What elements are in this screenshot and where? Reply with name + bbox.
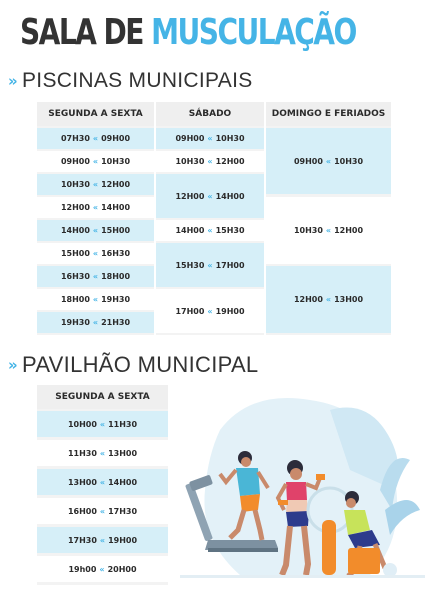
double-arrow-left-icon: «	[92, 134, 99, 143]
slot-start: 12H00	[293, 295, 323, 304]
slot-start: 07H30	[60, 134, 90, 143]
title-part2: MUSCULAÇÃO	[151, 12, 356, 53]
time-slot	[156, 220, 264, 241]
slot-start: 14H00	[175, 226, 205, 235]
double-arrow-left-icon: «	[92, 295, 99, 304]
slot-start: 15H30	[175, 260, 205, 270]
time-slot	[37, 174, 154, 195]
time-slot	[37, 266, 154, 287]
slot-end: 13H00	[334, 295, 364, 304]
slot-end: 15H30	[215, 226, 245, 235]
double-arrow-left-icon: «	[207, 157, 213, 166]
double-arrow-left-icon: «	[207, 191, 213, 201]
header-segunda-sexta: SEGUNDA A SEXTA	[37, 385, 168, 409]
time-slot	[37, 151, 154, 172]
slot-start: 19h00	[68, 564, 97, 574]
time-slot	[37, 128, 154, 149]
double-arrow-left-icon: «	[99, 419, 106, 429]
double-arrow-left-icon: «	[99, 535, 106, 545]
slot-end: 21H30	[101, 318, 131, 327]
slot-start: 16H00	[67, 506, 97, 516]
slot-start: 10H30	[175, 157, 205, 166]
slot-end: 17H30	[108, 506, 138, 516]
slot-end: 14H00	[215, 191, 245, 201]
double-arrow-left-icon: «	[92, 157, 99, 166]
slot-start: 17H00	[175, 306, 205, 316]
title-part1: SALA DE	[20, 12, 143, 53]
slot-end: 12H00	[334, 226, 364, 235]
time-slot	[37, 312, 154, 333]
slot-end: 14H00	[101, 203, 131, 212]
double-arrow-left-icon: «	[207, 260, 213, 270]
gym-people-illustration-icon	[180, 370, 425, 595]
slot-start: 12H00	[175, 191, 205, 201]
double-arrow-left-icon: «	[99, 477, 106, 487]
section-heading: PISCINAS MUNICIPAIS	[22, 69, 253, 92]
slot-start: 15H00	[60, 249, 90, 258]
slot-end: 19H00	[108, 535, 138, 545]
slot-start: 10H30	[60, 180, 90, 189]
chevron-right-icon: »	[8, 356, 14, 374]
slot-start: 12H00	[60, 203, 90, 212]
slot-end: 16H30	[101, 249, 131, 258]
time-slot	[156, 151, 264, 172]
slot-start: 11H30	[67, 448, 97, 458]
double-arrow-left-icon: «	[99, 448, 106, 458]
double-arrow-left-icon: «	[325, 156, 332, 166]
slot-start: 19H30	[60, 318, 90, 327]
section-piscinas	[8, 68, 253, 94]
time-slot	[156, 243, 264, 287]
time-slot	[266, 197, 391, 264]
double-arrow-left-icon: «	[325, 295, 332, 304]
slot-end: 10H30	[101, 157, 131, 166]
double-arrow-left-icon: «	[207, 306, 213, 316]
slot-end: 10H30	[334, 156, 364, 166]
slot-end: 11H30	[108, 419, 138, 429]
slot-start: 09H00	[175, 134, 205, 143]
time-slot	[156, 289, 264, 333]
time-slot	[37, 556, 168, 582]
double-arrow-left-icon: «	[92, 318, 99, 327]
slot-start: 10H00	[67, 419, 97, 429]
slot-end: 17H00	[215, 260, 245, 270]
slot-end: 18H00	[101, 272, 131, 281]
double-arrow-left-icon: «	[207, 226, 213, 235]
double-arrow-left-icon: «	[92, 180, 99, 189]
time-slot	[37, 498, 168, 524]
double-arrow-left-icon: «	[207, 134, 213, 143]
time-slot	[156, 128, 264, 149]
chevron-right-icon: »	[8, 72, 14, 90]
header-segunda-sexta: SEGUNDA A SEXTA	[37, 102, 154, 126]
double-arrow-left-icon: «	[325, 226, 332, 235]
time-slot	[156, 174, 264, 218]
time-slot	[266, 128, 391, 194]
slot-start: 09H00	[60, 157, 90, 166]
slot-end: 15H00	[101, 226, 131, 235]
time-slot	[266, 266, 391, 333]
slot-start: 18H00	[60, 295, 90, 304]
time-slot	[37, 197, 154, 218]
slot-start: 13H00	[67, 477, 97, 487]
double-arrow-left-icon: «	[99, 506, 106, 516]
time-slot	[37, 440, 168, 466]
slot-end: 19H30	[101, 295, 131, 304]
double-arrow-left-icon: «	[92, 226, 99, 235]
slot-start: 16H30	[60, 272, 90, 281]
time-slot	[37, 527, 168, 553]
slot-start: 17H30	[67, 535, 97, 545]
slot-end: 12H00	[101, 180, 131, 189]
header-sabado: SÁBADO	[156, 102, 264, 126]
double-arrow-left-icon: «	[92, 249, 99, 258]
slot-end: 14H00	[108, 477, 138, 487]
slot-start: 09H00	[293, 156, 323, 166]
slot-end: 10H30	[215, 134, 245, 143]
slot-end: 09H00	[101, 134, 131, 143]
page-title	[20, 8, 356, 58]
slot-start: 10H30	[293, 226, 323, 235]
slot-end: 20H00	[107, 564, 137, 574]
section-heading: PAVILHÃO MUNICIPAL	[22, 352, 259, 377]
double-arrow-left-icon: «	[92, 272, 99, 281]
time-slot	[37, 469, 168, 495]
time-slot	[37, 411, 168, 437]
time-slot	[37, 243, 154, 264]
slot-end: 19H00	[215, 306, 245, 316]
time-slot	[37, 220, 154, 241]
slot-end: 13H00	[108, 448, 138, 458]
double-arrow-left-icon: «	[99, 564, 105, 574]
time-slot	[37, 289, 154, 310]
double-arrow-left-icon: «	[92, 203, 99, 212]
slot-start: 14H00	[60, 226, 90, 235]
header-domingo: DOMINGO E FERIADOS	[266, 102, 391, 126]
slot-end: 12H00	[215, 157, 245, 166]
